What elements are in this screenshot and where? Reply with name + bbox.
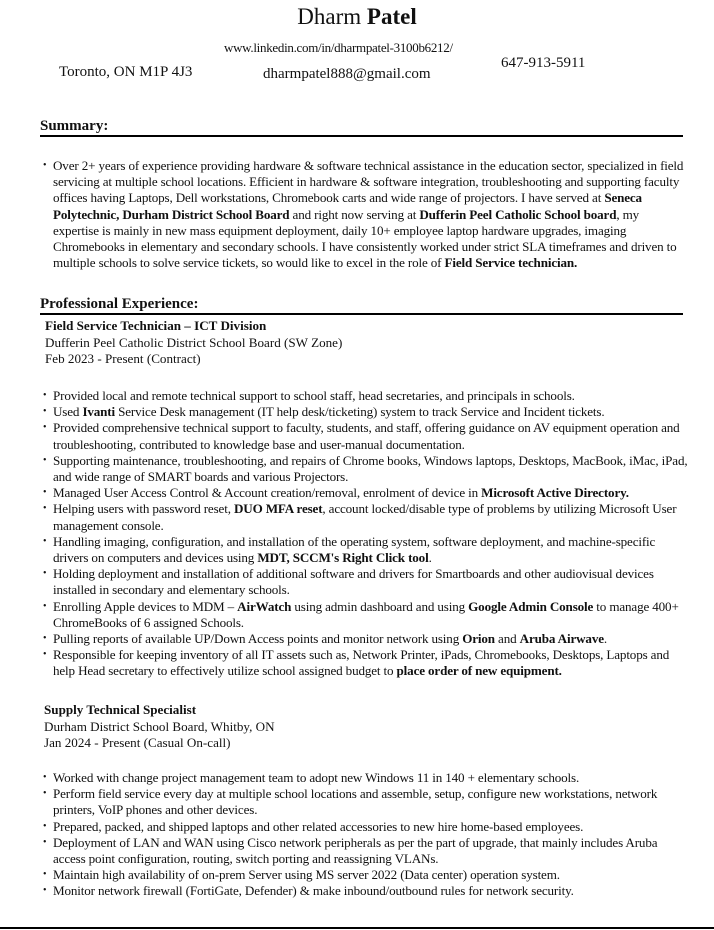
bold-text: Orion [462,631,495,647]
bullet-item [42,453,688,485]
summary-heading: Summary: [40,119,683,137]
bullet-text: Supporting maintenance, troubleshooting, and repairs of Chrome books, Windows laptops, Desktops, MacBook, iMac, iPad, and wide range of SMART boards and various Projectors. [53,452,688,485]
job-dates: Jan 2024 - Present (Casual On-call) [44,735,231,750]
candidate-name [0,2,714,32]
linkedin-link[interactable]: www.linkedin.com/in/dharmpatel-3100b6212/ [224,40,453,55]
bullet-item [42,647,688,679]
bold-text: DUO MFA reset [233,501,323,517]
bullet-text: Perform field service every day at multiple school locations and assemble, setup, configure new workstations, network printers, VoIP phones and other devices. [53,786,658,818]
job-bullet-list [42,770,688,900]
bullet-item [42,819,688,835]
bold-text: Google Admin Console [468,598,594,614]
bullet-text: . [603,631,608,647]
bullet-text: Deployment of LAN and WAN using Cisco network peripherals as per the part of upgrade, that mainly includes Aruba access point configuration, routing, switch porting and reassigning VLANs. [53,834,658,867]
phone-number: 647-913-5911 [501,55,586,71]
bullet-text: Provided comprehensive technical support to faculty, students, and staff, offering guidance on AV equipment operation and troubleshooting, contributed to knowledge base and user-manual documentation. [53,420,680,452]
bullet-text: Monitor network firewall (FortiGate, Defender) & make inbound/outbound rules for network security. [53,883,574,899]
job-header [45,318,342,368]
bullet-text: Used [53,404,83,420]
bullet-item [42,501,688,533]
job-organization: Durham District School Board, Whitby, ON [44,718,275,734]
bold-text: Aruba Airwave [519,631,604,647]
bullet-text: Prepared, packed, and shipped laptops and other related accessories to new hire home-based employees. [53,818,584,834]
bullet-text: Provided local and remote technical support to school staff, head secretaries, and principals in schools. [53,388,575,403]
bullet-text: Handling imaging, configuration, and installation of the operating system, software deployment, and machine-specific drivers on computers and devices using [53,533,656,566]
bullet-text: Maintain high availability of on-prem Server using MS server 2022 (Data center) operation system. [53,867,560,883]
bullet-item [42,770,688,786]
bullet-item [42,158,688,271]
bullet-item [42,485,688,501]
bullet-text: , my expertise is mainly in new mass equipment deployment, daily 10+ employee laptop hardware upgrades, imaging Chromebooks in elementary and secondary schools. I have consistently worked under strict SLA timeframes and driven to multiple schools to solve service tickets, so would like to excel in the role of [53,206,677,271]
last-name: Patel [366,4,417,29]
job-organization: Dufferin Peel Catholic District School Board (SW Zone) [45,334,343,350]
bullet-text: . [428,550,432,566]
bullet-item [42,835,688,867]
bold-text: Dufferin Peel Catholic School board [419,206,617,222]
bullet-text: Service Desk management (IT help desk/ticketing) system to track Service and Incident tickets. [115,404,605,420]
job-header [44,702,275,752]
bold-text: Seneca Polytechnic, Durham District School Board [53,190,642,222]
bullet-text: Worked with change project management team to adopt new Windows 11 in 140 + elementary schools. [53,770,580,785]
bullet-text: Responsible for keeping inventory of all IT assets such as, Network Printer, iPads, Chromebooks, Desktops, Laptops and help Head secretary to effectively utilize school assigned budget to [53,647,670,679]
bullet-text: and [494,631,520,647]
bullet-item [42,388,688,404]
bold-text: Microsoft Active Directory. [481,485,629,501]
bold-text: AirWatch [237,598,292,614]
bullet-item [42,883,688,899]
bullet-text: , account locked/disable type of problems by utilizing Microsoft User management console. [53,501,677,533]
page-bottom-rule [0,927,714,929]
bullet-text: Holding deployment and installation of additional software and drivers for Smartboards and other audiovisual devices installed in secondary and elementary schools. [53,566,654,598]
job-title: Supply Technical Specialist [44,702,197,717]
bullet-item [42,786,688,818]
bullet-item [42,631,688,647]
bullet-item [42,867,688,883]
bold-text: place order of new equipment. [396,663,562,679]
bullet-text: Over 2+ years of experience providing hardware & software technical assistance in the education sector, specialized in field servicing at multiple school locations. Efficient in hardware & software integration, troubleshooting and supporting faculty offices having Laptops, Dell workstations, Chromebook carts and wide range of projectors. I have served at [53,158,684,206]
bullet-item [42,566,688,598]
bullet-item [42,420,688,452]
bullet-text: Managed User Access Control & Account creation/removal, enrolment of device in [53,485,482,501]
job-title: Field Service Technician – ICT Division [45,318,267,333]
bold-text: Ivanti [82,404,116,420]
bullet-text: and right now serving at [289,206,420,222]
bullet-text: using admin dashboard and using [291,598,469,614]
bold-text: Field Service technician. [444,255,578,271]
bullet-item [42,534,688,566]
bullet-item [42,599,688,631]
bullet-text: Pulling reports of available UP/Down Access points and monitor network using [53,631,463,647]
location: Toronto, ON M1P 4J3 [59,64,193,80]
job-dates: Feb 2023 - Present (Contract) [45,351,201,366]
bold-text: MDT, SCCM's Right Click tool [257,550,429,566]
bullet-item [42,404,688,420]
bullet-text: Enrolling Apple devices to MDM – [53,598,238,614]
summary-list [42,158,688,271]
email-link[interactable]: dharmpatel888@gmail.com [263,66,431,82]
first-name: Dharm [297,4,362,29]
experience-heading: Professional Experience: [40,297,683,315]
job-bullet-list [42,388,688,680]
bullet-text: to manage 400+ ChromeBooks of 6 assigned Schools. [53,598,679,630]
bullet-text: Helping users with password reset, [53,501,234,517]
